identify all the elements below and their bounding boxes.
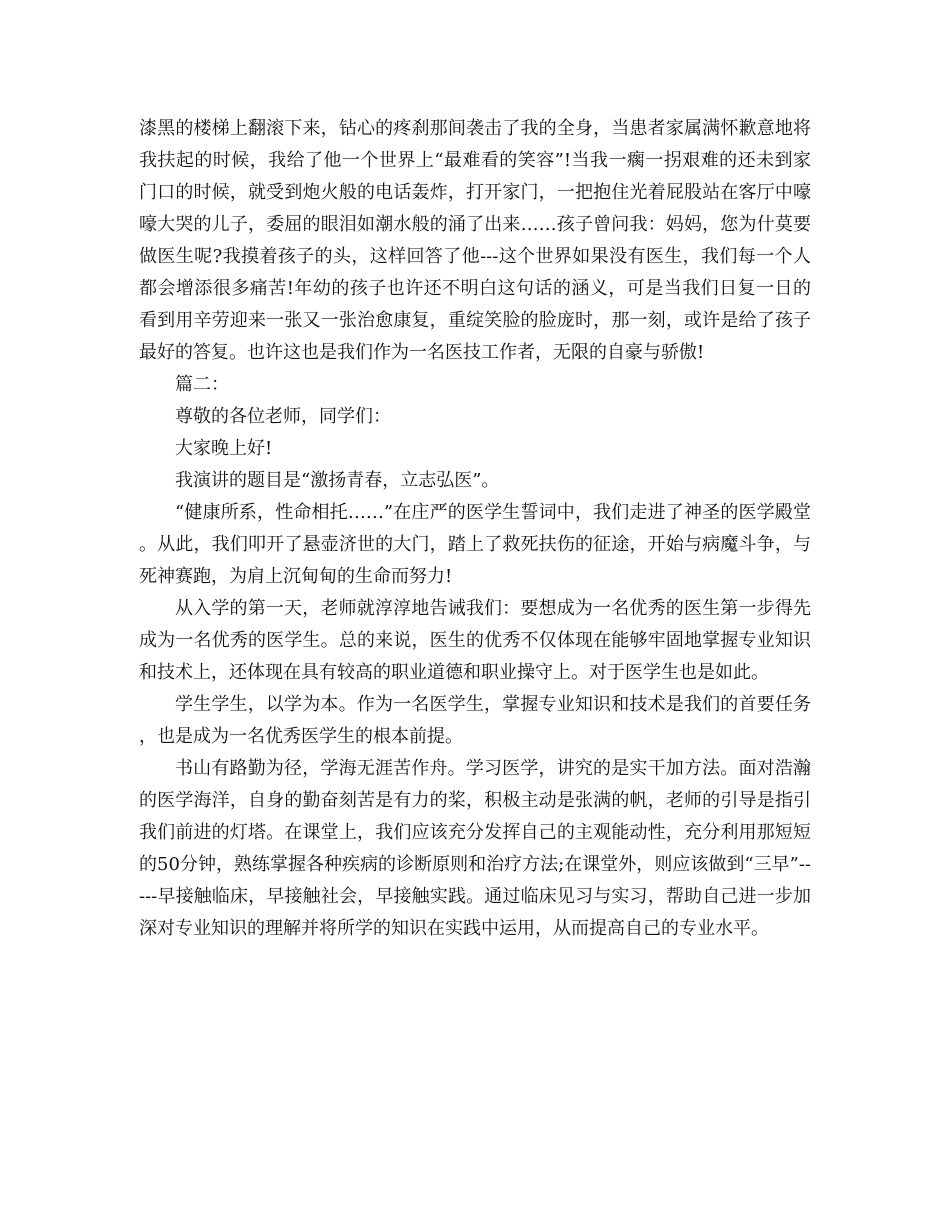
salutation: 尊敬的各位老师，同学们： bbox=[175, 406, 391, 427]
paragraph: 学生学生，以学为本。作为一名医学生，掌握专业知识和技术是我们的首要任务，也是成为一名优秀医学生的根本前提。 bbox=[139, 694, 811, 747]
speech-title-line: 我演讲的题目是“激扬青春，立志弘医”。 bbox=[175, 470, 500, 491]
paragraph: 书山有路勤为径，学海无涯苦作舟。学习医学，讲究的是实干加方法。面对浩瀚的医学海洋，自身的勤奋刻苦是有力的桨，积极主动是张满的帆，老师的引导是指引我们前进的灯塔。在课堂上，我们应该充分发挥自己的主观能动性，充分利用那短短的50分钟，熟练掌握各种疾病的诊断原则和治疗方法;在课堂外，则应该做到“三早”-----早接触临床，早接触社会，早接触实践。通过临床见习与实习，帮助自己进一步加深对专业知识的理解并将所学的知识在实践中运用，从而提高自己的专业水平。 bbox=[139, 758, 811, 939]
greeting: 大家晚上好! bbox=[175, 438, 273, 459]
paragraph: 从入学的第一天，老师就淳淳地告诫我们：要想成为一名优秀的医生第一步得先成为一名优秀的医学生。总的来说，医生的优秀不仅体现在能够牢固地掌握专业知识和技术上，还体现在具有较高的职业道德和职业操守上。对于医学生也是如此。 bbox=[139, 598, 811, 683]
paragraph: “健康所系，性命相托……”在庄严的医学生誓词中，我们走进了神圣的医学殿堂。从此，我们叩开了悬壶济世的大门，踏上了救死扶伤的征途，开始与病魔斗争，与死神赛跑，为肩上沉甸甸的生命而努力! bbox=[139, 502, 811, 587]
document-body bbox=[139, 113, 811, 945]
section-heading: 篇二： bbox=[175, 374, 229, 395]
paragraph-continued: 漆黑的楼梯上翻滚下来，钻心的疼刹那间袭击了我的全身，当患者家属满怀歉意地将我扶起的时候，我给了他一个世界上“最难看的笑容”!当我一瘸一拐艰难的还未到家门口的时候，就受到炮火般的电话轰炸，打开家门，一把抱住光着屁股站在客厅中嚎嚎大哭的儿子，委屈的眼泪如潮水般的涌了出来……孩子曾问我：妈妈，您为什莫要做医生呢?我摸着孩子的头，这样回答了他---这个世界如果没有医生，我们每一个人都会增添很多痛苦!年幼的孩子也许还不明白这句话的涵义，可是当我们日复一日的看到用辛劳迎来一张又一张治愈康复，重绽笑脸的脸庞时，那一刻，或许是给了孩子最好的答复。也许这也是我们作为一名医技工作者，无限的自豪与骄傲! bbox=[139, 118, 811, 363]
